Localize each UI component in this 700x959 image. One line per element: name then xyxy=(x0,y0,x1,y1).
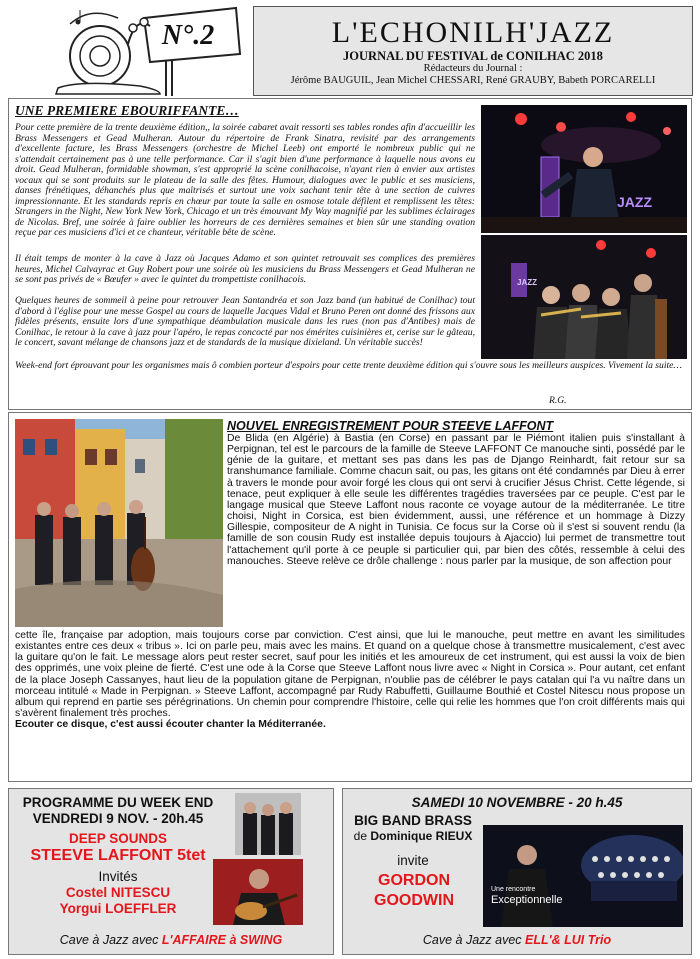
article1-signature: R.G. xyxy=(549,395,567,406)
guitarist-photo xyxy=(213,859,303,925)
big-band-name: BIG BAND BRASS xyxy=(354,813,472,828)
article2-closing: Ecouter ce disque, c'est aussi écouter chanter la Méditerranée. xyxy=(15,719,326,731)
editors-label: Rédacteurs du Journal : xyxy=(423,63,523,74)
saturday-date: SAMEDI 10 NOVEMBRE - 20 h.45 xyxy=(411,795,623,810)
guests-label: Invités xyxy=(98,869,138,884)
article-steeve-laffont xyxy=(8,412,692,782)
snail-logo-icon xyxy=(40,4,250,96)
saturday-program-box xyxy=(342,788,692,955)
photo-logo-text: JAZZ xyxy=(617,194,652,210)
article2-title: NOUVEL ENREGISTREMENT POUR STEEVE LAFFONT xyxy=(227,419,554,433)
article1-paragraph: Week-end fort éprouvant pour les organismes mais ô combien porteur d'espoirs pour cette trente deuxième édition qui s'ouvre sous les meilleurs auspices. Vivement la suite… xyxy=(15,360,682,371)
article1-paragraph: Quelques heures de sommeil à peine pour retrouver Jean Santandréa et son Jazz band (un habitué de Conilhac) tout d'abord à l'église pour une messe Gospel au cours de laquelle Jacques Vidal et Bruno Peren ont donné des frissons aux fidèles présents, ensuite lors d'une sympathique déambulation musicale dans les rues (non pas d'Antibes) mais de Conilhac, le retour à la cave à jazz pour l'apéro, le repas concocté par nos émérites cuisinières et, cerise sur le gâteau, le concert, savant mélange de chansons jazz et de standards de la musique dixieland. Un véritable succès! xyxy=(15,295,475,349)
footer-band: ELL'& LUI Trio xyxy=(525,933,612,947)
article2-paragraph: cette île, française par adoption, mais toujours corse par conviction. C'est ainsi, que lui le manouche, peut mettre en avant les similitudes existantes entre ces deux « tribus ». Ici on parle peu, mais avec les mains. Et quand on a quelque chose à transmettre musicalement, c'est avec la guitare qu'on le fait. Le message alors peut rester secret, sauf pour les initiés et les amoureux de cet instrument, qui est aussi la voix de bien des opprimés, une voix pleine de fierté. C'est une ode à la Corse que Steeve Laffont nous livre avec « Night in Corsica ». Pour autant, cet enfant de la place Joseph Cassanyes, haut lieu de la population gitane de Perpignan, n'oublie pas de célébrer le pays catalan qui l'a vu naître dans un morceau intitulé « Made in Perpignan. » Steeve Laffont, accompagné par Rudy Rabuffetti, Guillaume Bouthié et Costel Nitescu nous propose un album qui reprend en partie ses pérégrinations. Un chemin pour comprendre l'histoire, celle qui relie les hommes que l'on croit différents mais qui s'avèrent finalement très proches. xyxy=(15,630,685,720)
quartet-street-photo xyxy=(15,419,223,627)
article2-paragraph: De Blida (en Algérie) à Bastia (en Corse) en passant par le Piémont italien puis s'installant à Perpignan, tel est le parcours de la famille de Steeve LAFFONT Ce manouche sinti, possédé par le génie de la guitare, et mettant ses pas dans les pas de Django Reinhardt, fait retour sur sa transhumance familiale. Comme chacun sait, ou pas, les gitans ont été condamnés par Dieu à errer à travers le monde pour avoir forgé les clous qui ont servi à crucifier Jésus Christ. Cette légende, si tenace, peut expliquer à elle seule les différentes tragédies traversées par ce peuple. C'est par le langage musical que Steeve Laffont nous raconte ce voyage autour de la méditerranée. Le titre choisi, Night in Corsica, est bien évidemment, aussi, une référence et un hommage à Dizzy Gillespie, compositeur de A night in Tunisia. Ce focus sur la Corse où il s'est si souvent rendu (la famille de son cousin Rudy est installée depuis toujours à Ajaccio) lui permet de transmettre tout l'attachement qu'il porte à ce peuple si particulier qui, par bien des côtés, ressemble à celui des manouches. Steeve relève ce drôle challenge : nous parler par la musique, de son affection pour xyxy=(227,433,685,567)
brass-band-photo xyxy=(481,235,687,359)
guest-name: Yorgui LOEFFLER xyxy=(59,901,177,916)
leader-prefix: de xyxy=(353,829,371,843)
band-leader xyxy=(347,829,479,843)
headline-artist: STEEVE LAFFONT 5tet xyxy=(30,847,206,864)
photo-caption-big: Exceptionnelle xyxy=(491,894,563,906)
footer-prefix: Cave à Jazz avec xyxy=(422,933,526,947)
issue-number: N°.2 xyxy=(161,20,215,51)
trio-photo xyxy=(235,793,301,855)
program-heading: PROGRAMME DU WEEK END xyxy=(22,795,214,810)
article1-title: UNE PREMIERE EBOURIFFANTE… xyxy=(15,103,239,118)
article-first-night xyxy=(8,98,692,410)
masthead xyxy=(253,6,693,96)
journal-subtitle: JOURNAL DU FESTIVAL de CONILHAC 2018 xyxy=(343,49,603,63)
editors-list: Jérôme BAUGUIL, Jean Michel CHESSARI, René GRAUBY, Babeth PORCARELLI xyxy=(290,75,656,86)
invited-guest: GORDON GOODWIN xyxy=(374,872,454,909)
footer-band: L'AFFAIRE à SWING xyxy=(161,933,283,947)
article1-paragraph: Il était temps de monter à la cave à Jazz où Jacques Adamo et son quintet retrouvait ses complices des premières heures, Michel Calvayrac et Guy Robert pour une soirée où les musiciens du Brass Messengers et Gead Mulheran ne se sont pas privés de « Bœufer » avec le quintet du trompettiste conilhacois. xyxy=(15,253,475,286)
photo-caption-small: Une rencontre xyxy=(491,886,536,893)
friday-program-box xyxy=(8,788,334,955)
box2-footer xyxy=(343,933,691,947)
big-band-photo xyxy=(483,825,683,927)
festival-logo xyxy=(40,4,250,96)
photo-logo-text: JAZZ xyxy=(517,278,537,287)
singer-stage-photo xyxy=(481,105,687,233)
footer-prefix: Cave à Jazz avec xyxy=(59,933,162,947)
friday-date: VENDREDI 9 NOV. - 20h.45 xyxy=(32,811,204,826)
box1-footer xyxy=(9,933,333,947)
band-name: DEEP SOUNDS xyxy=(68,831,168,846)
journal-title: L'ECHONILH'JAZZ xyxy=(331,16,615,49)
article2-paragraph-block xyxy=(15,630,685,730)
article1-paragraph: Pour cette première de la trente deuxième édition,, la soirée cabaret avait ressorti ses tables rondes afin d'accueillir les Brass Messengers et Gead Mulheran. Autour du répertoire de Frank Sinatra, revisité par des arrangements d'excellente facture, les Brass Messengers (orchestre de Michel Leeb) ont emporté le nombreux public qui ne s'attendait certainement pas à une telle performance. Car il s'agit bien d'une performance à laquelle nous avons eu droit. Gead Mulheran, formidable showman, s'est approprié la scène conilhacoise, n'ayant rien à envier aux artistes vocaux qui se sont produits sur le plateau de la salle des fêtes. Humour, dialogues avec le public et ses musiciens, danses frénétiques, déhanchés plus que maîtrisés et surtout une voix sachant tenir tête à une section de cuivres impressionnante. Et les standards repris en chœur par toute la salle en osmose totale défilent et remplissent les têtes: Strangers in the Night, New York New York, Chicago et un très émouvant My Way magnifié par les sublimes éclairages de Nicolas. Bref, une soirée à faire oublier les horreurs de ces dernières semaines et bien sûr une standing ovation reçue par ces musiciens d'ici et ce chanteur, véritable bête de scène. xyxy=(15,122,475,239)
guest-name: Costel NITESCU xyxy=(65,885,171,900)
invite-label: invite xyxy=(397,853,429,868)
leader-name: Dominique RIEUX xyxy=(370,829,473,843)
